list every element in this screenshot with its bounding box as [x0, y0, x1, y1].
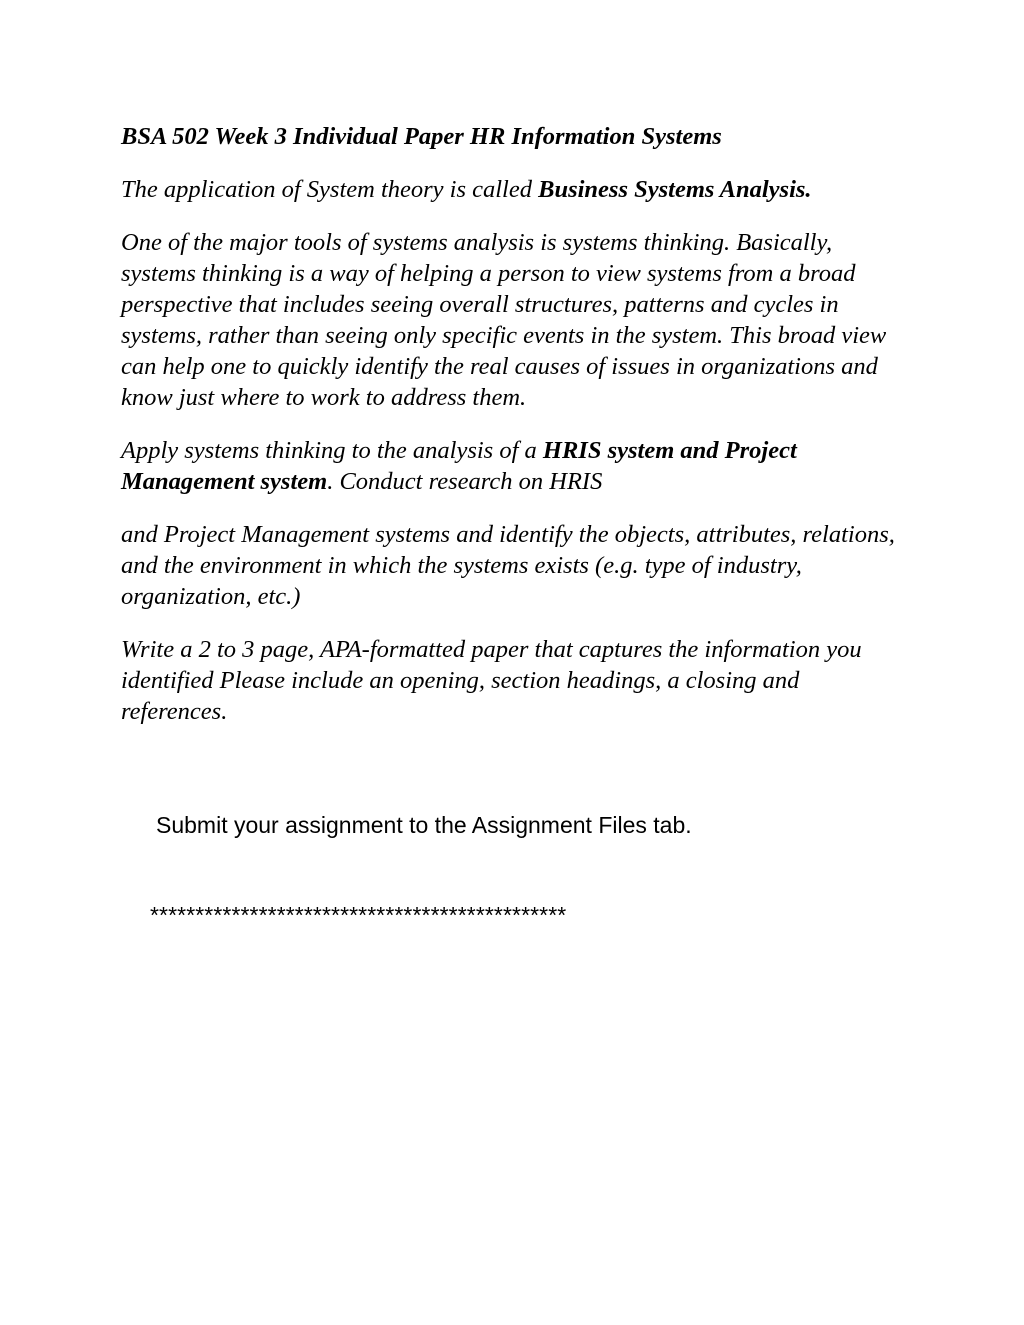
document-body — [121, 121, 911, 749]
separator-line: ********************************************** — [150, 902, 567, 928]
document-title: BSA 502 Week 3 Individual Paper HR Information Systems — [121, 123, 722, 150]
apply-bold-term: HRIS system and Project Management system — [121, 437, 797, 495]
apply-tail-text: . Conduct research on HRIS — [327, 468, 603, 495]
systems-thinking-paragraph: One of the major tools of systems analysis is systems thinking. Basically, systems thinking is a way of helping a person to view systems from a broad perspective that includes seeing overall structures, patterns and cycles in systems, rather than seeing only specific events in the system. This broad view can help one to quickly identify the real causes of issues in organizations and know just where to work to address them. — [121, 229, 887, 411]
submit-instruction: Submit your assignment to the Assignment Files tab. — [156, 812, 692, 838]
intro-text: The application of System theory is called — [121, 176, 539, 203]
apply-lead-text: Apply systems thinking to the analysis of a — [121, 437, 543, 464]
intro-paragraph — [121, 174, 911, 205]
write-paragraph: Write a 2 to 3 page, APA-formatted paper that captures the information you identified Please include an opening, section headings, a closing and references. — [121, 636, 862, 725]
intro-bold-term: Business Systems Analysis. — [538, 176, 812, 203]
research-paragraph: and Project Management systems and identify the objects, attributes, relations, and the environment in which the systems exists (e.g. type of industry, organization, etc.) — [121, 521, 895, 610]
apply-paragraph — [121, 435, 911, 497]
